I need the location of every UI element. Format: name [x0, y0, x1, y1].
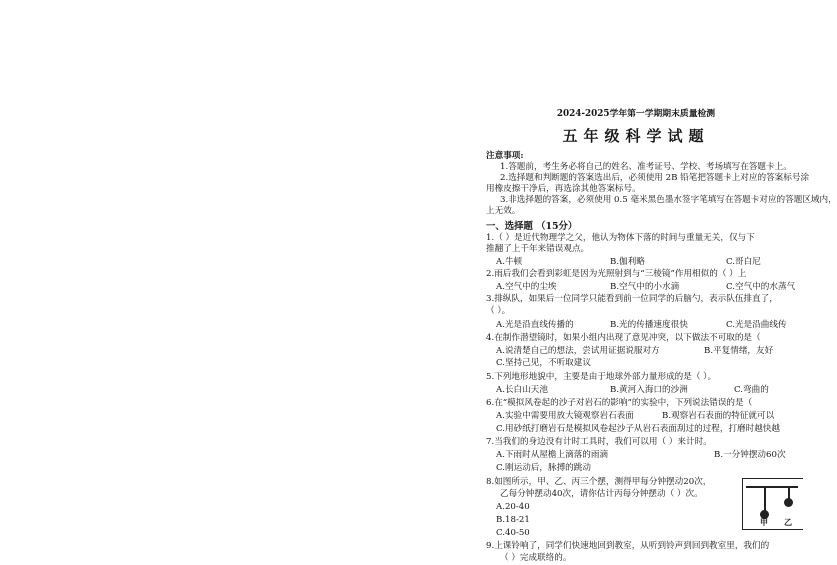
question-4-line: 4.在制作潜望镜时，如果小组内出现了意见冲突，以下做法不可取的是（	[486, 333, 761, 343]
option-a: A.牛顿	[496, 257, 523, 267]
notice-item: 用橡皮擦干净后，再选涂其他答案标号。	[486, 184, 641, 194]
question-6-line: 6.在“模拟风卷起的沙子对岩石的影响”的实验中，下列说法错误的是（	[486, 398, 753, 408]
option-c: C.坚持己见，不听取建议	[496, 358, 591, 368]
question-8-line: 8.如图所示，甲、乙、丙三个摆，测得甲每分钟摆动20次，	[486, 477, 712, 487]
option-c: C.哥白尼	[726, 257, 761, 267]
option-c: C.刚运动后，脉搏的跳动	[496, 463, 591, 473]
question-8-line: 乙每分钟摆动40次，请你估计丙每分钟摆动（ ）次。	[500, 489, 703, 499]
question-1-line: 推翻了上千年来错误观点。	[486, 244, 590, 254]
option-b: B.平复情绪，友好	[704, 346, 774, 356]
option-a: A.下雨时从屋檐上滴落的雨滴	[496, 450, 609, 460]
question-9-line: 9.上课铃响了，同学们快速地回到教室，从听到铃声到回到教室里，我们的	[486, 541, 770, 551]
option-b: B.黄河入海口的沙洲	[610, 385, 688, 395]
option-a: A.20-40	[496, 502, 530, 512]
pendulum-bob	[784, 498, 793, 507]
pendulum-label-jia: 甲	[760, 517, 768, 527]
option-b: B.观察岩石表面的特征就可以	[662, 411, 775, 421]
option-b: B.伽利略	[610, 257, 645, 267]
exam-paper	[478, 100, 837, 563]
notice-item: 上无效。	[486, 206, 521, 216]
option-b: B.空气中的小水滴	[610, 282, 680, 292]
exam-subtitle: 2024-2025学年第一学期期末质量检测	[556, 109, 716, 119]
option-b: B.一分钟摆动60次	[714, 450, 786, 460]
option-c: C.光是沿曲线传	[726, 320, 787, 330]
question-3-line: （ ）。	[486, 306, 511, 316]
option-a: A.空气中的尘埃	[496, 282, 557, 292]
option-c: C.弯曲的	[734, 385, 769, 395]
notice-heading: 注意事项:	[486, 151, 524, 161]
option-a: A.长白山天池	[496, 385, 548, 395]
section-heading: 一、选择题 （15分）	[486, 221, 578, 232]
option-b: B.18-21	[496, 515, 530, 525]
exam-title: 五年级科学试题	[562, 127, 710, 145]
option-a: A.实验中需要用放大镜观察岩石表面	[496, 411, 634, 421]
question-2-line: 2.雨后我们会看到彩虹是因为光照射到与“三棱镜”作用相似的（ ）上	[486, 269, 747, 279]
pendulum-label-yi: 乙	[784, 517, 792, 527]
notice-item: 3.非选择题的答案，必须使用 0.5 毫米黑色墨水签字笔填写在答题卡对应的答题区域内，	[500, 195, 837, 205]
option-c: C.空气中的水蒸气	[726, 282, 796, 292]
question-3-line: 3.排纵队，如果后一位同学只能看到前一位同学的后脑勺，表示队伍排直了，	[486, 294, 778, 304]
option-a: A.说清楚自己的想法，尝试用证据说服对方	[496, 346, 660, 356]
option-c: C.40-50	[496, 528, 530, 538]
question-5-line: 5.下列地形地貌中，主要是由于地球外部力量形成的是（ ）。	[486, 372, 717, 382]
option-b: B.光的传播速度很快	[610, 320, 688, 330]
question-9-line: （ ）完成联络的。	[500, 553, 572, 563]
question-7-line: 7.当我们的身边没有计时工具时，我们可以用（ ）来计时。	[486, 437, 712, 447]
option-c: C.用砂纸打磨岩石是模拟风卷起沙子从岩石表面刮过的过程，打磨时越快越	[496, 424, 781, 434]
option-a: A.光是沿直线传播的	[496, 320, 574, 330]
question-1-line: 1.（ ）是近代物理学之父，他认为物体下落的时间与重量无关，仅与下	[486, 233, 755, 243]
pendulum-figure	[742, 470, 802, 540]
pendulum-string	[764, 488, 766, 512]
notice-item: 1.答题前，考生务必将自己的姓名、准考证号、学校、考场填写在答题卡上。	[500, 162, 792, 172]
notice-item: 2.选择题和判断题的答案选出后，必须使用 2B 铅笔把答题卡上对应的答案标号涂	[500, 173, 810, 183]
pendulum-bar	[746, 486, 798, 488]
